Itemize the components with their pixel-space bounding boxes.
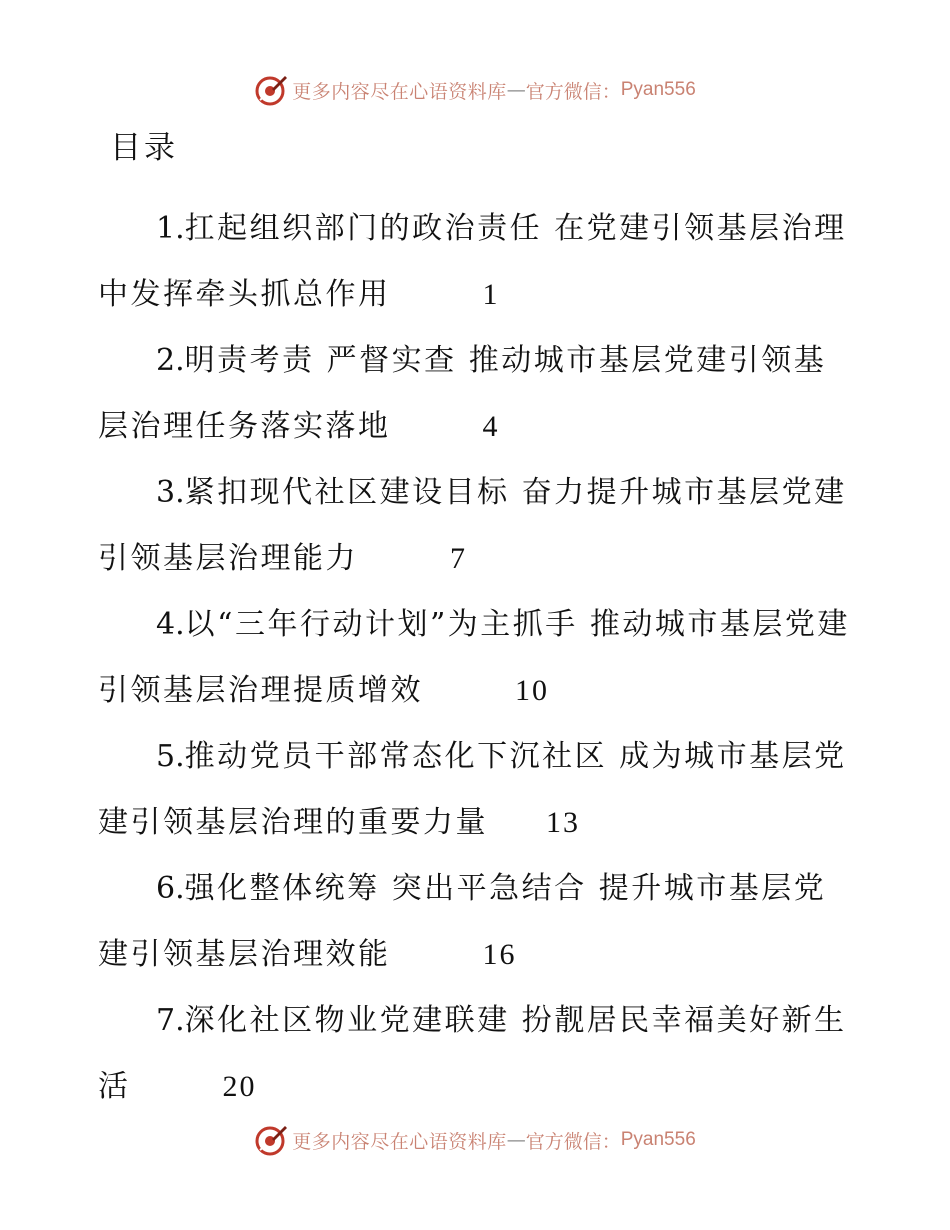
toc-item-page: 7 — [450, 542, 467, 575]
toc-item[interactable] — [98, 988, 858, 1120]
toc-item[interactable] — [98, 196, 858, 328]
toc-item-page: 13 — [546, 806, 580, 839]
toc-item-page: 16 — [482, 938, 517, 971]
toc-title: 目录 — [110, 130, 178, 166]
toc-item-title: 以“三年行动计划”为主抓手 推动城市基层党建引领基层治理提质增效 — [98, 607, 850, 708]
watermark-separator: — — [506, 1129, 526, 1151]
toc-item-page: 20 — [222, 1070, 257, 1103]
watermark-text: 更多内容尽在心语资料库 — [292, 1130, 507, 1153]
toc-item[interactable] — [98, 724, 858, 856]
toc-item-title: 明责考责 严督实查 推动城市基层党建引领基层治理任务落实落地 — [98, 343, 827, 444]
toc-item-title: 推动党员干部常态化下沉社区 成为城市基层党建引领基层治理的重要力量 — [98, 739, 847, 840]
toc-item-number: 2. — [156, 343, 185, 378]
watermark-wechat-label: 官方微信： — [525, 1130, 621, 1153]
toc-item-number: 4. — [156, 607, 185, 642]
watermark-separator: — — [506, 79, 526, 101]
toc-item-number: 7. — [156, 1003, 185, 1038]
toc-item-page: 10 — [515, 674, 549, 707]
toc-item-page: 4 — [482, 410, 500, 443]
toc-list — [98, 196, 858, 1120]
toc-item-title: 强化整体统筹 突出平急结合 提升城市基层党建引领基层治理效能 — [98, 871, 827, 972]
toc-item-number: 1. — [156, 211, 185, 246]
toc-item-number: 3. — [156, 475, 185, 510]
toc-item[interactable] — [98, 328, 858, 460]
toc-item[interactable] — [98, 856, 858, 988]
toc-item-title: 扛起组织部门的政治责任 在党建引领基层治理中发挥牵头抓总作用 — [98, 211, 847, 312]
watermark-text: 更多内容尽在心语资料库 — [292, 80, 507, 103]
pen-logo-icon — [254, 73, 288, 107]
toc-item[interactable] — [98, 460, 858, 592]
toc-item-title: 深化社区物业党建联建 扮靓居民幸福美好新生活 — [98, 1003, 847, 1104]
watermark-wechat-id: Pyan556 — [620, 79, 696, 100]
watermark-footer — [0, 1122, 950, 1158]
watermark-header — [0, 72, 950, 108]
toc-item-number: 5. — [156, 739, 185, 774]
watermark-wechat-id: Pyan556 — [620, 1129, 696, 1150]
toc-item-number: 6. — [156, 871, 185, 906]
toc-item[interactable] — [98, 592, 858, 724]
pen-logo-icon — [254, 1123, 288, 1157]
toc-item-page: 1 — [482, 278, 500, 311]
watermark-wechat-label: 官方微信： — [525, 80, 621, 103]
toc-item-title: 紧扣现代社区建设目标 奋力提升城市基层党建引领基层治理能力 — [98, 475, 847, 576]
